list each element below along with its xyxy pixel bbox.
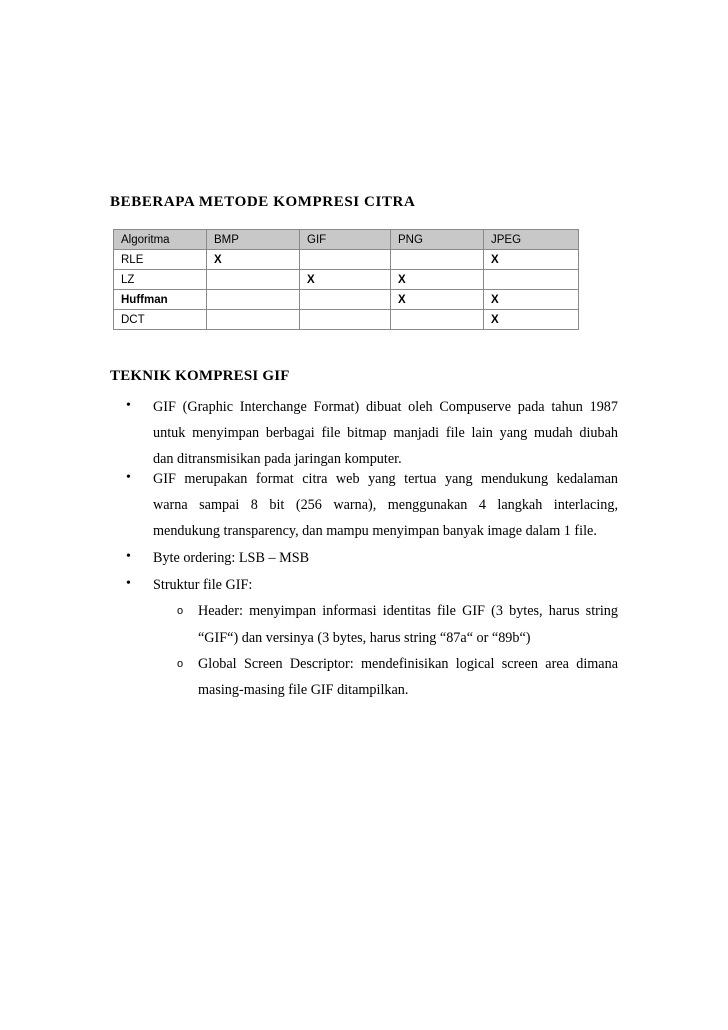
bullet-icon: • [126, 576, 131, 591]
paragraph-line: Header: menyimpan informasi identitas file GIF (3 bytes, harus string [198, 603, 618, 619]
paragraph-line: “GIF“) dan versinya (3 bytes, harus string “87a“ or “89b“) [198, 630, 531, 646]
table-cell: X [391, 270, 484, 290]
sub-bullet-icon: o [177, 658, 184, 670]
table-cell [391, 250, 484, 270]
sub-bullet-icon: o [177, 605, 184, 617]
table-cell: X [207, 250, 300, 270]
table-cell: X [484, 310, 579, 330]
table-row [114, 250, 579, 270]
paragraph-line: masing-masing file GIF ditampilkan. [198, 682, 409, 698]
bullet-icon: • [126, 549, 131, 564]
paragraph-line: untuk menyimpan berbagai file bitmap manjadi file lain yang mudah diubah [153, 425, 618, 441]
bullet-icon: • [126, 398, 131, 413]
table-row [114, 270, 579, 290]
section-title-teknik-kompresi-gif: TEKNIK KOMPRESI GIF [110, 368, 290, 384]
table-cell-algorithm: RLE [114, 250, 207, 270]
paragraph-line: warna sampai 8 bit (256 warna), menggunakan 4 langkah interlacing, [153, 497, 618, 513]
table-header-cell: GIF [300, 230, 391, 250]
table-cell: X [484, 290, 579, 310]
table-cell-algorithm: LZ [114, 270, 207, 290]
table-header-cell: Algoritma [114, 230, 207, 250]
table-cell: X [484, 250, 579, 270]
table-cell [300, 310, 391, 330]
table-cell [207, 270, 300, 290]
table-cell [484, 270, 579, 290]
paragraph-line: Global Screen Descriptor: mendefinisikan logical screen area dimana [198, 656, 618, 672]
table-cell [207, 310, 300, 330]
table-header-cell: PNG [391, 230, 484, 250]
paragraph-line: mendukung transparency, dan mampu menyimpan banyak image dalam 1 file. [153, 523, 597, 539]
section-title-metode-kompresi: BEBERAPA METODE KOMPRESI CITRA [110, 194, 416, 210]
bullet-icon: • [126, 470, 131, 485]
table-cell: X [391, 290, 484, 310]
table-cell-algorithm: Huffman [114, 290, 207, 310]
paragraph-line: GIF merupakan format citra web yang tertua yang mendukung kedalaman [153, 471, 618, 487]
table-header-cell: BMP [207, 230, 300, 250]
paragraph-line: dan ditransmisikan pada jaringan komputer. [153, 451, 402, 467]
paragraph-line: Byte ordering: LSB – MSB [153, 550, 310, 566]
table-cell-algorithm: DCT [114, 310, 207, 330]
table-row [114, 290, 579, 310]
table-cell: X [300, 270, 391, 290]
paragraph-line: GIF (Graphic Interchange Format) dibuat oleh Compuserve pada tahun 1987 [153, 399, 618, 415]
paragraph-line: Struktur file GIF: [153, 577, 253, 593]
table-header-row [114, 230, 579, 250]
table-cell [207, 290, 300, 310]
table-cell [391, 310, 484, 330]
table-header-cell: JPEG [484, 230, 579, 250]
table-row [114, 310, 579, 330]
table-cell [300, 250, 391, 270]
compression-table [113, 229, 579, 330]
table-cell [300, 290, 391, 310]
